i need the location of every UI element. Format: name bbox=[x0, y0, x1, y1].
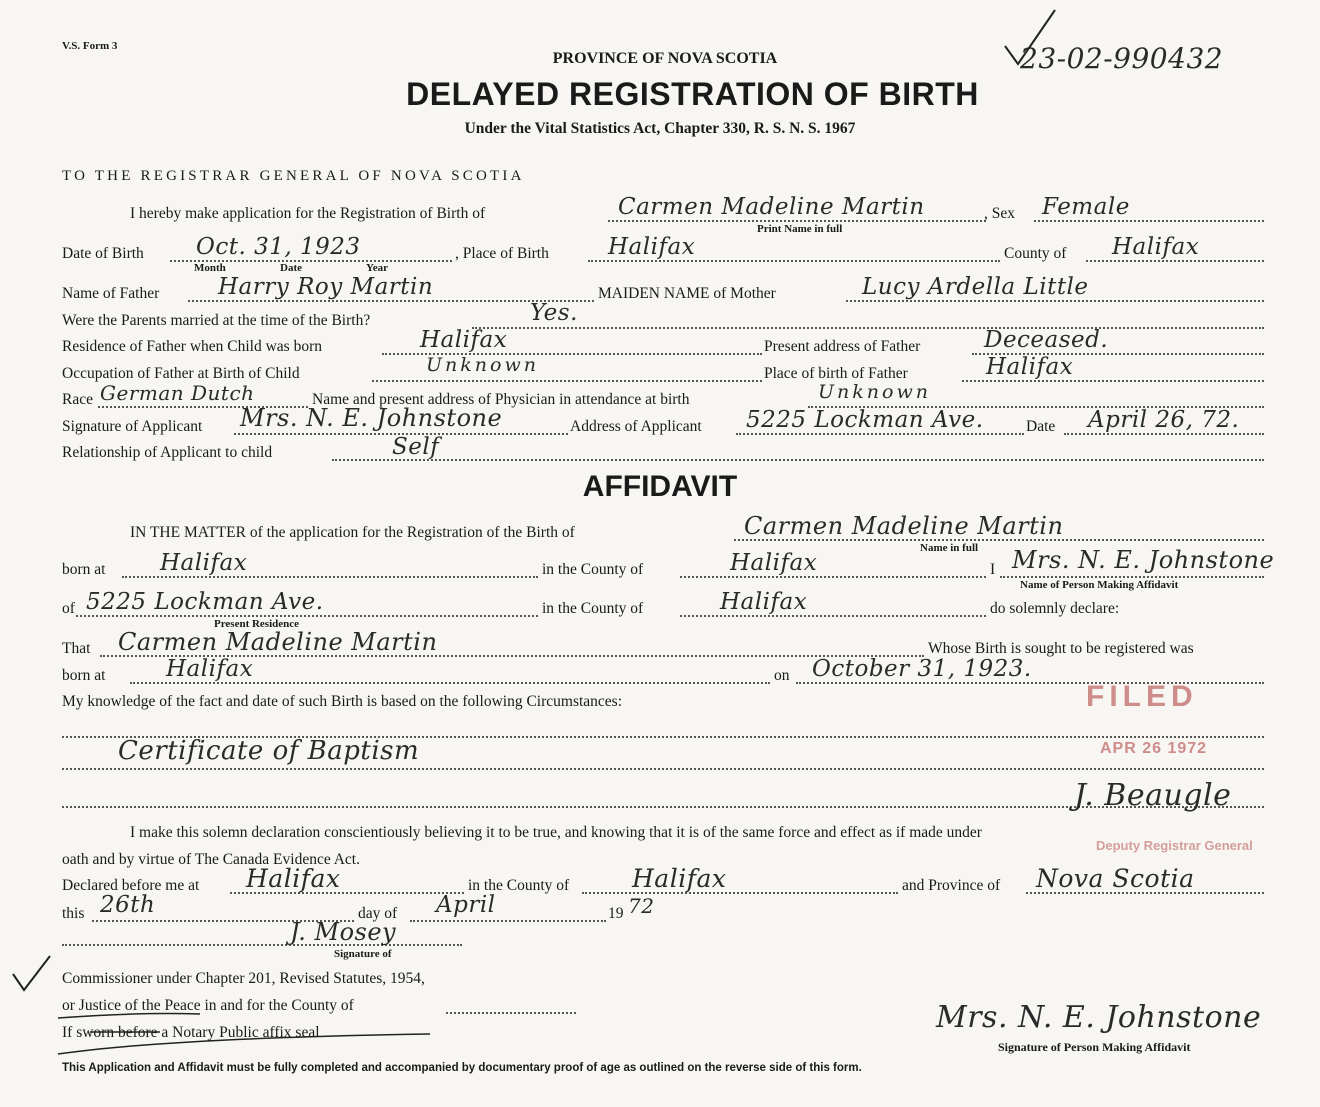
of-label: of bbox=[62, 600, 75, 617]
registration-number: 23-02-990432 bbox=[1020, 42, 1224, 75]
mother-maiden-value: Lucy Ardella Little bbox=[862, 274, 1089, 300]
relationship-label: Relationship of Applicant to child bbox=[62, 444, 273, 461]
commissioner-signature: J. Mosey bbox=[290, 918, 397, 946]
checkmark-icon bbox=[1000, 6, 1060, 66]
month-value: April bbox=[436, 892, 496, 918]
justice-label: or Justice of the Peace in and for the County of bbox=[62, 997, 354, 1014]
day-of-label: day of bbox=[358, 905, 398, 922]
province-label: and Province of bbox=[902, 877, 1001, 894]
place-of-birth-label: , Place of Birth bbox=[455, 245, 549, 262]
parents-married-value: Yes. bbox=[530, 300, 578, 326]
father-occupation-value: Unknown bbox=[426, 354, 539, 376]
date-caption: Date bbox=[280, 262, 302, 274]
that-name-value: Carmen Madeline Martin bbox=[118, 628, 438, 656]
signature-of-caption: Signature of bbox=[334, 948, 392, 960]
born-on-value: October 31, 1923. bbox=[812, 656, 1032, 682]
declared-province-value: Nova Scotia bbox=[1036, 864, 1195, 893]
aff-residence-value: 5225 Lockman Ave. bbox=[86, 589, 324, 615]
strike-through-lines bbox=[50, 998, 440, 1058]
sex-value: Female bbox=[1042, 194, 1130, 220]
declaration-line-1: I make this solemn declaration conscientiously believing it to be true, and knowing that it is of the same force and effect as if made under bbox=[130, 824, 982, 841]
race-value: German Dutch bbox=[100, 381, 255, 405]
aff-county-value: Halifax bbox=[730, 550, 818, 576]
race-label: Race bbox=[62, 391, 93, 408]
commissioner-label: Commissioner under Chapter 201, Revised Statutes, 1954, bbox=[62, 970, 425, 987]
person-affidavit-caption: Name of Person Making Affidavit bbox=[1020, 579, 1179, 591]
declared-at-value: Halifax bbox=[246, 864, 341, 893]
aff-born-at-value: Halifax bbox=[160, 550, 248, 576]
born-at-2-value: Halifax bbox=[166, 656, 254, 682]
physician-value: Unknown bbox=[818, 381, 931, 403]
stamp-date: APR 26 1972 bbox=[1100, 740, 1208, 757]
year-prefix: 19 bbox=[608, 905, 624, 922]
applicant-address-value: 5225 Lockman Ave. bbox=[746, 407, 984, 433]
county-label: County of bbox=[1004, 245, 1067, 262]
father-birthplace-label: Place of birth of Father bbox=[764, 365, 908, 382]
physician-label: Name and present address of Physician in attendance at birth bbox=[312, 391, 690, 408]
day-value: 26th bbox=[100, 892, 156, 918]
relationship-value: Self bbox=[392, 434, 440, 460]
declared-before-label: Declared before me at bbox=[62, 877, 200, 894]
circumstance-value: Certificate of Baptism bbox=[118, 736, 420, 766]
notary-label: If sworn before a Notary Public affix seal bbox=[62, 1024, 320, 1041]
whose-birth-label: Whose Birth is sought to be registered was bbox=[928, 640, 1194, 657]
father-present-address-value: Deceased. bbox=[984, 327, 1109, 353]
res-county-label: in the County of bbox=[542, 600, 644, 617]
stamp-deputy: Deputy Registrar General bbox=[1096, 838, 1253, 853]
year-suffix-value: 72 bbox=[628, 894, 655, 918]
born-at-2-label: born at bbox=[62, 667, 106, 684]
dob-label: Date of Birth bbox=[62, 245, 144, 262]
month-caption: Month bbox=[194, 262, 226, 274]
province-heading: PROVINCE OF NOVA SCOTIA bbox=[552, 50, 778, 67]
filed-stamp: FILED bbox=[1086, 680, 1198, 713]
checkmark-icon bbox=[10, 952, 54, 996]
knowledge-label: My knowledge of the fact and date of such Birth is based on the following Circumstances: bbox=[62, 693, 623, 710]
father-birthplace-value: Halifax bbox=[986, 354, 1074, 380]
page-subtitle: Under the Vital Statistics Act, Chapter 330, R. S. N. S. 1967 bbox=[464, 120, 856, 137]
aff-child-name-value: Carmen Madeline Martin bbox=[744, 512, 1064, 540]
on-label: on bbox=[774, 667, 790, 684]
place-of-birth-value: Halifax bbox=[608, 234, 696, 260]
father-residence-value: Halifax bbox=[420, 327, 508, 353]
form-id: V.S. Form 3 bbox=[62, 40, 118, 52]
county-value: Halifax bbox=[1112, 234, 1200, 260]
application-intro: I hereby make application for the Registration of Birth of bbox=[130, 205, 486, 222]
aff-res-county-value: Halifax bbox=[720, 589, 808, 615]
footer-note: This Application and Affidavit must be fully completed and accompanied by documentary proof of age as outlined on the reverse side of this form. bbox=[62, 1062, 862, 1074]
that-label: That bbox=[62, 640, 91, 657]
affidavit-title: AFFIDAVIT bbox=[582, 470, 738, 503]
declaration-line-2: oath and by virtue of The Canada Evidence Act. bbox=[62, 851, 360, 868]
applicant-address-label: Address of Applicant bbox=[570, 418, 702, 435]
application-date-label: Date bbox=[1026, 418, 1056, 435]
parents-married-label: Were the Parents married at the time of the Birth? bbox=[62, 312, 371, 329]
page-title: DELAYED REGISTRATION OF BIRTH bbox=[406, 76, 979, 112]
addressee: TO THE REGISTRAR GENERAL OF NOVA SCOTIA bbox=[62, 168, 525, 184]
father-name-value: Harry Roy Martin bbox=[218, 274, 434, 300]
applicant-signature-value: Mrs. N. E. Johnstone bbox=[240, 404, 503, 432]
born-at-label: born at bbox=[62, 561, 106, 578]
person-signature: Mrs. N. E. Johnstone bbox=[936, 1000, 1262, 1035]
child-name-value: Carmen Madeline Martin bbox=[618, 194, 925, 220]
aff-person-value: Mrs. N. E. Johnstone bbox=[1012, 546, 1275, 574]
declared-county-value: Halifax bbox=[632, 864, 727, 893]
signature-person-caption: Signature of Person Making Affidavit bbox=[998, 1040, 1191, 1054]
year-caption: Year bbox=[366, 262, 388, 274]
applicant-signature-label: Signature of Applicant bbox=[62, 418, 203, 435]
deputy-signature: J. Beaugle bbox=[1074, 778, 1232, 813]
sex-label: , Sex bbox=[984, 205, 1015, 222]
father-residence-label: Residence of Father when Child was born bbox=[62, 338, 322, 355]
i-label: I bbox=[990, 561, 996, 578]
this-label: this bbox=[62, 905, 85, 922]
in-county-label: in the County of bbox=[542, 561, 644, 578]
father-occupation-label: Occupation of Father at Birth of Child bbox=[62, 365, 300, 382]
mother-maiden-label: MAIDEN NAME of Mother bbox=[598, 285, 776, 302]
matter-intro: IN THE MATTER of the application for the Registration of the Birth of bbox=[130, 524, 575, 541]
present-residence-caption: Present Residence bbox=[214, 618, 300, 630]
solemnly-declare-label: do solemnly declare: bbox=[990, 600, 1120, 617]
print-name-caption: Print Name in full bbox=[757, 223, 843, 235]
father-name-label: Name of Father bbox=[62, 285, 160, 302]
father-present-address-label: Present address of Father bbox=[764, 338, 921, 355]
application-date-value: April 26, 72. bbox=[1088, 407, 1240, 433]
name-in-full-caption: Name in full bbox=[920, 542, 979, 554]
declared-county-label: in the County of bbox=[468, 877, 570, 894]
dob-value: Oct. 31, 1923 bbox=[196, 234, 361, 260]
